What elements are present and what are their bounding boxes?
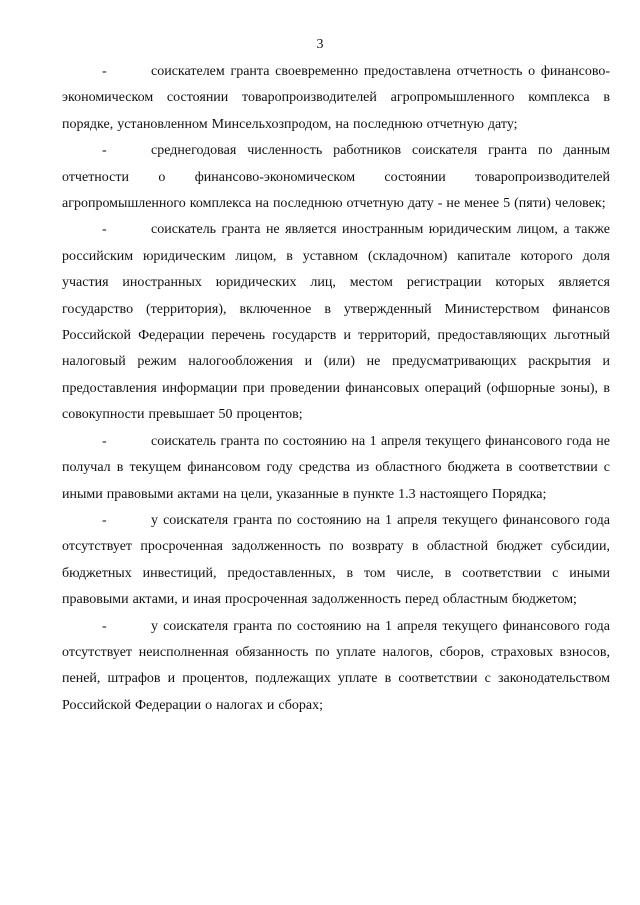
- list-item-text: у соискателя гранта по состоянию на 1 апреля текущего финансового года отсутствует неисполненная обязанность по уплате налогов, сборов, страховых взносов, пеней, штрафов и процентов, подлежащих уплате в соответствии с законодательством Российской Федерации о налогах и сборах;: [62, 618, 610, 713]
- list-item-text: соискатель гранта по состоянию на 1 апреля текущего финансового года не получал в текущем финансовом году средства из областного бюджета в соответствии с иными правовыми актами на цели, указанные в пункте 1.3 настоящего Порядка;: [62, 433, 610, 502]
- list-item: [62, 59, 610, 138]
- list-item-dash: -: [102, 618, 107, 634]
- list-item: [62, 138, 610, 217]
- requirements-list: [62, 59, 610, 719]
- list-item: [62, 508, 610, 614]
- list-item-dash: -: [102, 512, 107, 528]
- list-item-text: соискатель гранта не является иностранным юридическим лицом, а также российским юридическим лицом, в уставном (складочном) капитале которого доля участия иностранных юридических лиц, местом регистрации которых является государство (территория), включенное в утвержденный Министерством финансов Российской Федерации перечень государств и территорий, предоставляющих льготный налоговый режим налогообложения и (или) не предусматривающих раскрытия и предоставления информации при проведении финансовых операций (офшорные зоны), в совокупности превышает 50 процентов;: [62, 222, 610, 423]
- list-item: [62, 217, 610, 428]
- list-item: [62, 614, 610, 720]
- list-item: [62, 429, 610, 508]
- list-item-dash: -: [102, 433, 107, 449]
- list-item-dash: -: [102, 143, 107, 159]
- list-item-text: у соискателя гранта по состоянию на 1 апреля текущего финансового года отсутствует просроченная задолженность по возврату в областной бюджет субсидии, бюджетных инвестиций, предоставленных, в том числе, в соответствии с иными правовыми актами, и иная просроченная задолженность перед областным бюджетом;: [62, 512, 610, 608]
- page-number: 3: [316, 37, 324, 52]
- list-item-text: среднегодовая численность работников соискателя гранта по данным отчетности о финансово-экономическом состоянии товаропроизводителей агропромышленного комплекса на последнюю отчетную дату - не менее 5 (пяти) человек;: [62, 143, 610, 212]
- list-item-dash: -: [102, 64, 107, 79]
- list-item-text: соискателем гранта своевременно предоставлена отчетность о финансово-экономическом состоянии товаропроизводителей агропромышленного комплекса в порядке, установленном Минсельхозпродом, на последнюю отчетную дату;: [62, 64, 610, 132]
- list-item-dash: -: [102, 222, 107, 238]
